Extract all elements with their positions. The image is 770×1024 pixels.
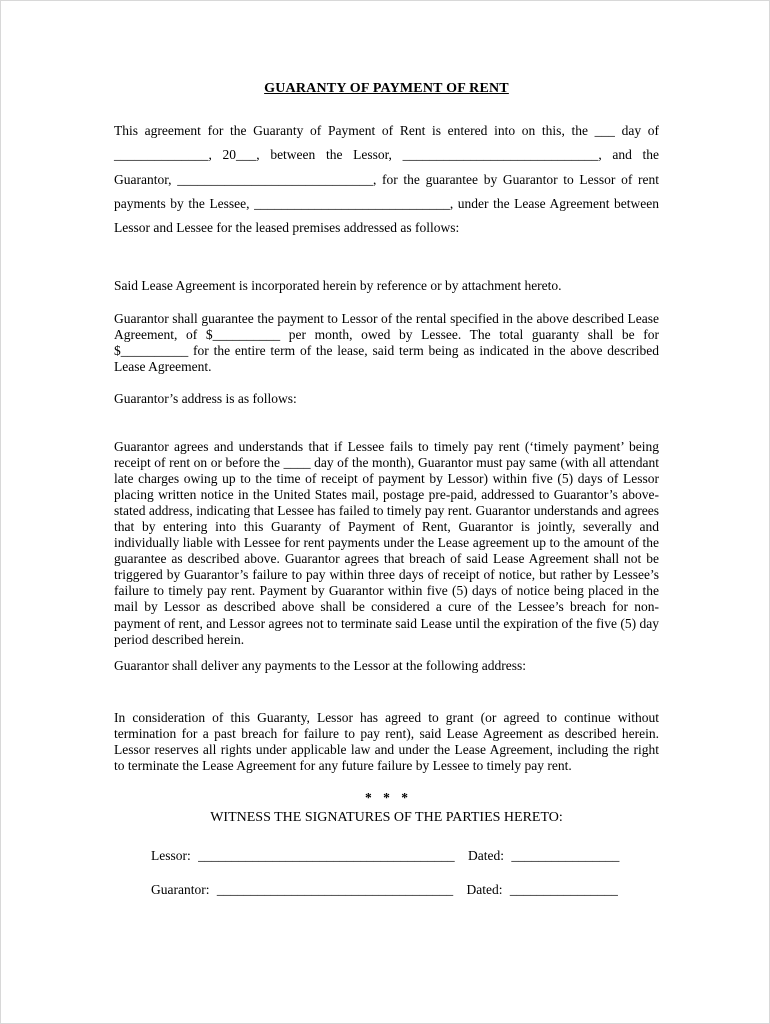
lessor-label: Lessor: xyxy=(151,847,191,863)
guarantee-amount-paragraph: Guarantor shall guarantee the payment to Lessor of the rental specified in the above described Lease Agreement, of $__________ per month, owed by Lessee. The total guaranty shall be for $__________ for the entire term of the lease, said term being as indicated in the above described Lease Agreement. xyxy=(114,310,659,374)
lessor-signature-row xyxy=(114,847,659,866)
guarantor-dated-label: Dated: xyxy=(466,881,503,897)
terms-paragraph: Guarantor agrees and understands that if Lessee fails to timely pay rent (‘timely payment’ being receipt of rent on or before the ____ day of the month), Guarantor must pay same (with all attendant late charges owing up to the time of receipt of payment by Lessor) within five (5) days of Lessor placing written notice in the United States mail, postage pre-paid, addressed to Guarantor’s above-stated address, indicating that Lessee has failed to timely pay rent. Guarantor understands and agrees that by entering into this Guaranty of Payment of Rent, Guarantor is jointly, severally and individually liable with Lessee for rent payments under the Lease agreement up to the amount of the guarantee as described above. Guarantor agrees that breach of said Lease Agreement shall not be triggered by Guarantor’s failure to pay within three days of receipt of notice, but rather by Lessee’s failure to timely pay rent. Payment by Guarantor within five (5) days of notice being placed in the mail by Lessor as described above shall be considered a cure of the Lessee’s breach for non-payment of rent, and Lessor agrees not to terminate said Lease until the expiration of the five (5) day period described herein. xyxy=(114,438,659,647)
guarantor-signature-line: ___________________________________ xyxy=(216,881,454,897)
document-page xyxy=(1,1,770,955)
lessor-dated-line: ________________ xyxy=(511,847,620,863)
guarantor-address-label: Guarantor’s address is as follows: xyxy=(114,390,297,406)
document-title: GUARANTY OF PAYMENT OF RENT xyxy=(264,81,509,96)
consideration-paragraph: In consideration of this Guaranty, Lessor has agreed to grant (or agreed to continue without termination for a past breach for failure to pay rent), said Lease Agreement as described herein. Lessor reserves all rights under applicable law and under the Lease Agreement, including the right to terminate the Lease Agreement for any future failure by Lessee to timely pay rent. xyxy=(114,709,659,773)
guarantor-signature-row xyxy=(114,881,659,900)
intro-paragraph: This agreement for the Guaranty of Payment of Rent is entered into on this, the ___ day of ______________, 20___, between the Lessor, _____________________________, and the Guarantor, _____________________________, for the guarantee by Guarantor to Lessor of rent payments by the Lessee, _____________________________, under the Lease Agreement between Lessor and Lessee for the leased premises addressed as follows: xyxy=(114,123,659,236)
incorporation-paragraph: Said Lease Agreement is incorporated herein by reference or by attachment hereto. xyxy=(114,278,562,294)
lessor-dated-label: Dated: xyxy=(468,847,504,863)
lessor-signature-line: ______________________________________ xyxy=(198,847,455,863)
section-separator-stars: * * * xyxy=(365,789,408,805)
guarantor-dated-line: ________________ xyxy=(509,881,618,897)
guarantor-label: Guarantor: xyxy=(151,881,210,897)
payment-address-label: Guarantor shall deliver any payments to the Lessor at the following address: xyxy=(114,657,527,673)
witness-heading: WITNESS THE SIGNATURES OF THE PARTIES HERETO: xyxy=(210,810,563,826)
